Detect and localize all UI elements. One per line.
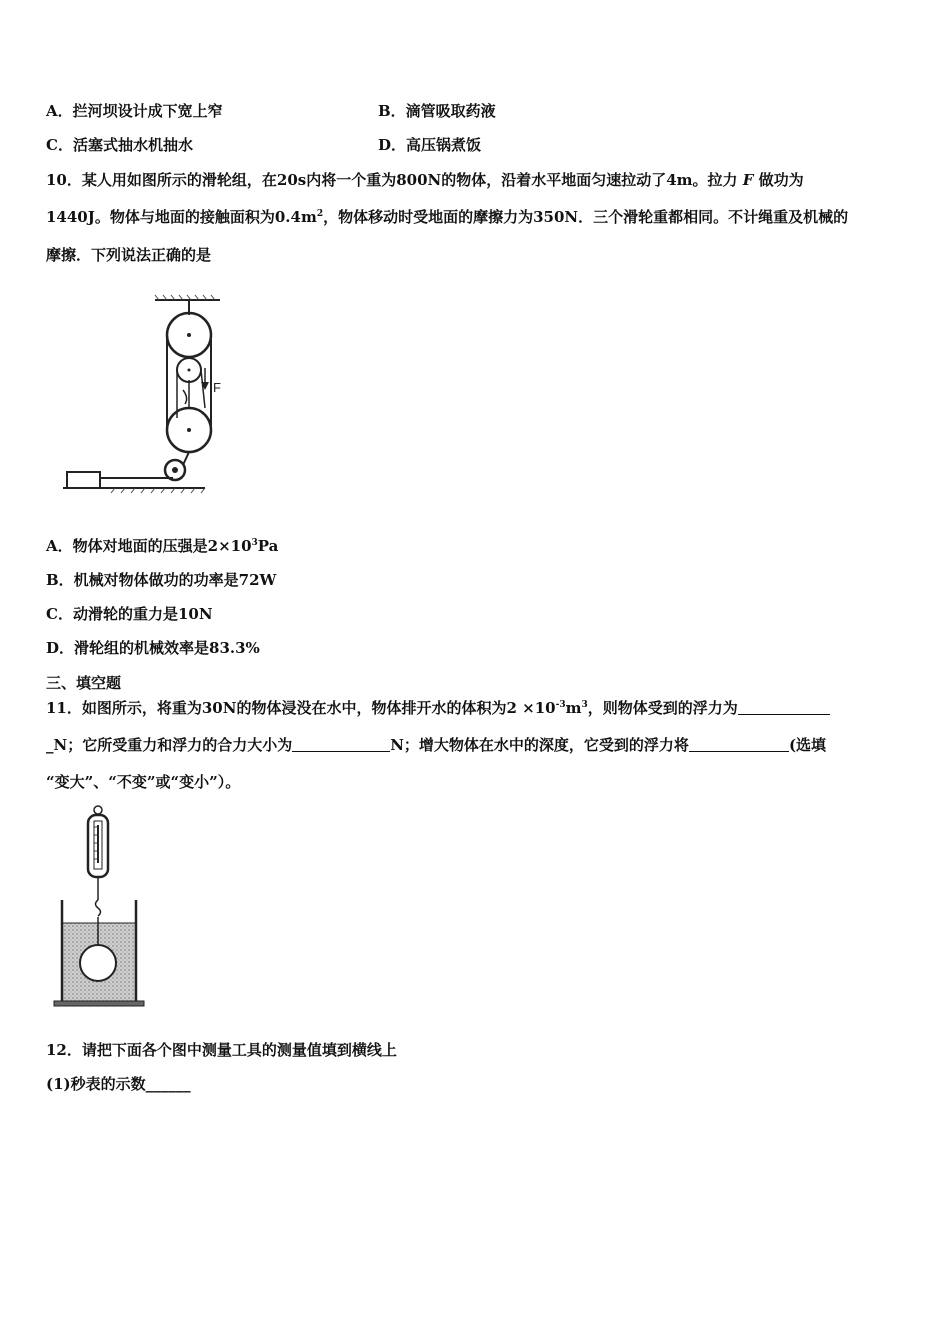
q10-line2: 1440J。物体与地面的接触面积为$0.4m^2$，物体移动时受地面的摩擦力为350N．三个滑轮重都相同。不计绳重及机械的: [46, 208, 849, 226]
pulley-system-figure: [55, 290, 225, 510]
answer-blank-change[interactable]: [689, 736, 789, 752]
q10-line3: 摩擦．下列说法正确的是: [46, 246, 212, 264]
q10-option-d: D．滑轮组的机械效率是83.3%: [46, 639, 260, 657]
q10-line1: 10．某人用如图所示的滑轮组，在20s内将一个重为800N的物体，沿着水平地面匀速拉动了4m。拉力 F 做功为: [46, 171, 804, 189]
q9-option-d: D．高压锅煮饭: [378, 136, 482, 154]
answer-blank-net-force[interactable]: [292, 736, 390, 752]
q9-option-a: A．拦河坝设计成下宽上窄: [46, 102, 223, 120]
q11-line2: _N；它所受重力和浮力的合力大小为 N；增大物体在水中的深度，它受到的浮力将 (选填: [46, 736, 827, 754]
q10-option-c: C．动滑轮的重力是10N: [46, 605, 213, 623]
spring-scale-water-figure: [48, 805, 148, 1010]
q11-line3: “变大”、“不变”或“变小”）。: [46, 773, 241, 791]
q10-force-symbol: F: [742, 171, 754, 189]
q11-line1: 11．如图所示，将重为30N的物体浸没在水中，物体排开水的体积为$2 \times 10^{-3}m^3$，则物体受到的浮力为: [46, 698, 830, 718]
q12-line2: (1)秒表的示数______: [46, 1075, 191, 1093]
force-label-f: F: [213, 380, 221, 395]
q10-option-b: B．机械对物体做功的功率是72W: [46, 571, 277, 589]
q12-line1: 12．请把下面各个图中测量工具的测量值填到横线上: [46, 1041, 397, 1059]
q10-option-a: A．物体对地面的压强是$2\times 10^3Pa$: [46, 537, 279, 555]
section-heading: 三、填空题: [46, 674, 122, 692]
q9-option-b: B．滴管吸取药液: [378, 102, 496, 120]
answer-blank-buoyancy[interactable]: [738, 699, 830, 715]
q9-option-c: C．活塞式抽水机抽水: [46, 136, 193, 154]
